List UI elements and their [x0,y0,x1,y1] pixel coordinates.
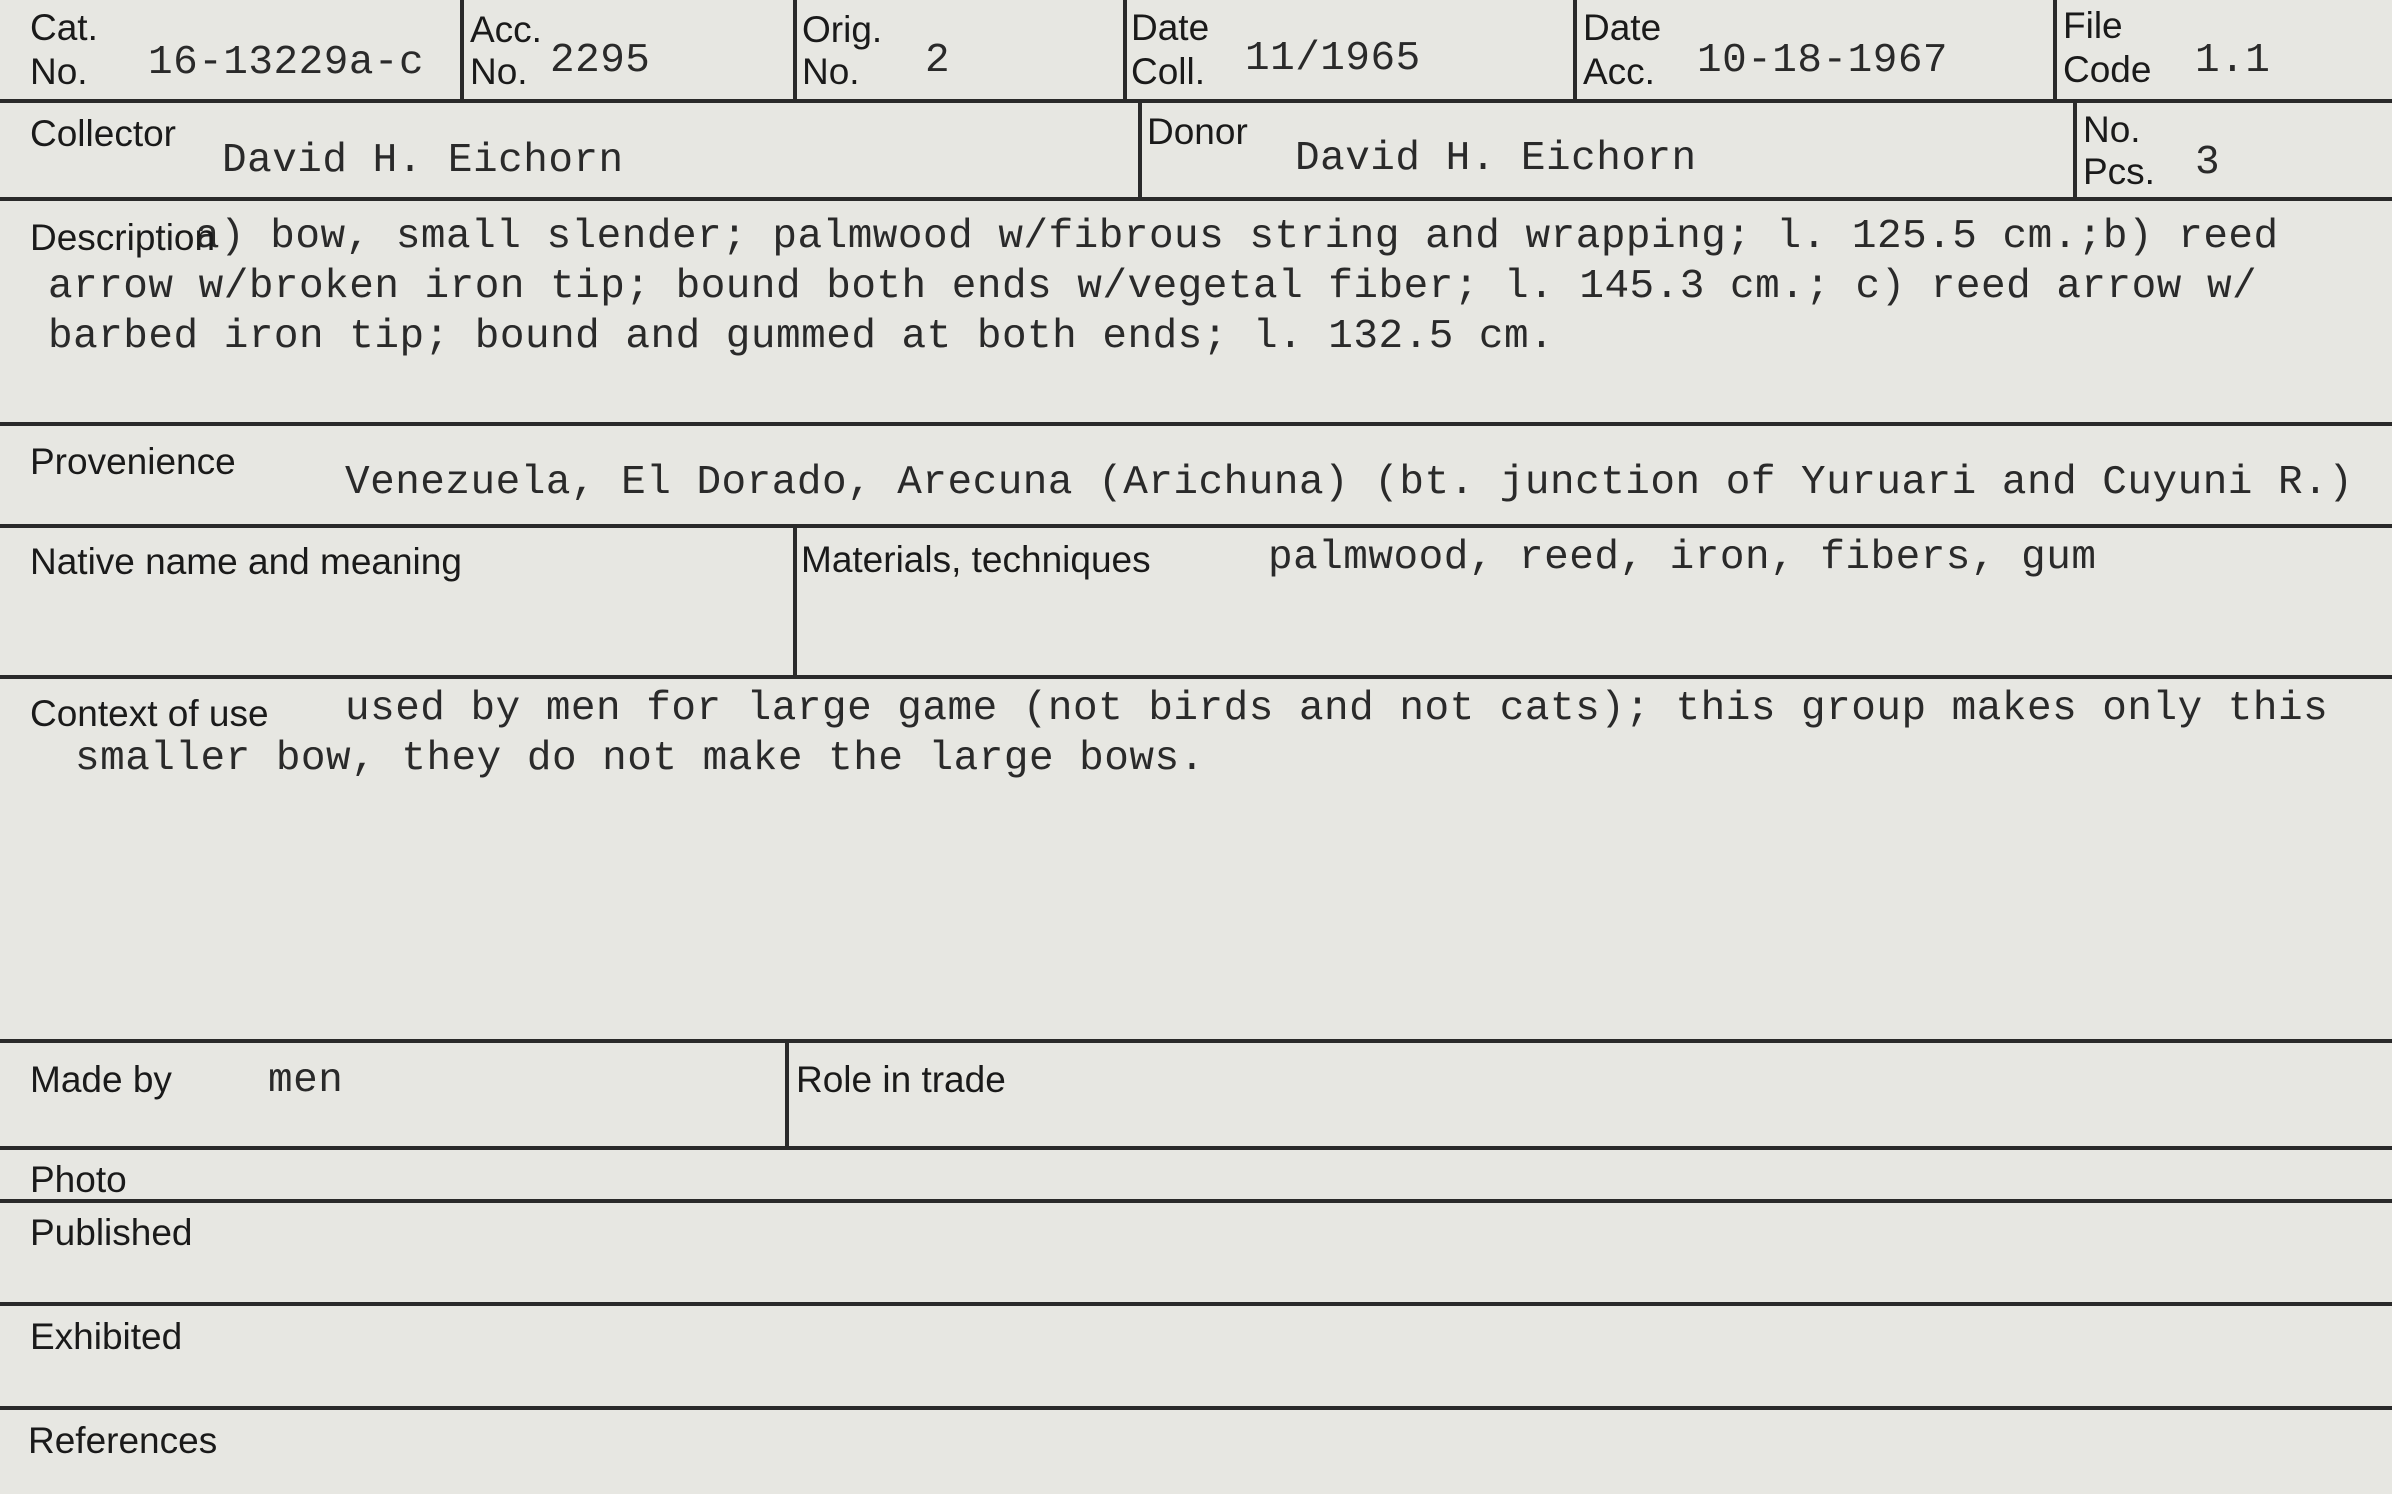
description-line-3: barbed iron tip; bound and gummed at both ends; l. 132.5 cm. [48,314,1555,360]
donor-label: Donor [1147,111,1248,152]
cat-no-label-1: Cat. [30,7,98,48]
provenience-value: Venezuela, El Dorado, Arecuna (Arichuna) (bt. junction of Yuruari and Cuyuni R.) [345,460,2354,506]
materials-value: palmwood, reed, iron, fibers, gum [1268,535,2097,581]
rule-collector-bottom [0,197,2392,201]
context-line-2: smaller bow, they do not make the large bows. [75,736,1205,782]
description-line-1: a) bow, small slender; palmwood w/fibrous string and wrapping; l. 125.5 cm.;b) reed [195,214,2279,260]
divider-header-2 [793,0,797,101]
date-coll-label-1: Date [1131,7,1210,48]
rule-exhibited-bottom [0,1406,2392,1410]
cat-no-label-2: No. [30,51,88,92]
context-line-1: used by men for large game (not birds and not cats); this group makes only this [345,686,2329,732]
description-line-2: arrow w/broken iron tip; bound both ends w/vegetal fiber; l. 145.3 cm.; c) reed arrow w/ [48,264,2258,310]
acc-no-label-2: No. [470,51,528,92]
published-label: Published [30,1212,193,1253]
photo-label: Photo [30,1159,127,1200]
made-by-label: Made by [30,1059,172,1100]
donor-value: David H. Eichorn [1295,136,1697,182]
role-in-trade-label: Role in trade [796,1059,1006,1100]
context-label: Context of use [30,693,269,734]
rule-header-bottom [0,99,2392,103]
orig-no-label-2: No. [802,51,860,92]
divider-header-3 [1123,0,1127,101]
divider-donor-pieces [2073,99,2077,199]
divider-header-5 [2053,0,2057,101]
divider-collector-donor [1138,99,1142,199]
references-label: References [28,1420,218,1461]
rule-provenience-bottom [0,524,2392,528]
rule-native-bottom [0,675,2392,679]
date-acc-label-1: Date [1583,7,1662,48]
date-acc-value: 10-18-1967 [1697,38,1949,84]
rule-description-bottom [0,422,2392,426]
cat-no-value: 16-13229a-c [148,40,425,86]
orig-no-value: 2 [925,38,951,84]
orig-no-label-1: Orig. [802,9,883,50]
date-coll-value: 11/1965 [1245,36,1421,82]
file-code-value: 1.1 [2195,38,2271,84]
acc-no-value: 2295 [550,38,651,84]
rule-photo-bottom [0,1199,2392,1203]
file-code-label-1: File [2063,5,2123,46]
description-label: Description [30,217,216,258]
collector-value: David H. Eichorn [222,138,624,184]
rule-madeby-bottom [0,1146,2392,1150]
divider-header-4 [1573,0,1577,101]
file-code-label-2: Code [2063,49,2152,90]
pieces-label-1: No. [2083,109,2141,150]
divider-header-1 [460,0,464,101]
collector-label: Collector [30,113,176,154]
date-acc-label-2: Acc. [1583,51,1655,92]
divider-native-materials [793,524,797,677]
provenience-label: Provenience [30,441,236,482]
date-coll-label-2: Coll. [1131,51,1206,92]
rule-context-bottom [0,1039,2392,1043]
acc-no-label-1: Acc. [470,9,542,50]
native-name-label: Native name and meaning [30,541,462,582]
exhibited-label: Exhibited [30,1316,183,1357]
pieces-label-2: Pcs. [2083,151,2155,192]
materials-label: Materials, techniques [801,539,1151,580]
divider-madeby-trade [785,1039,789,1148]
rule-published-bottom [0,1302,2392,1306]
pieces-value: 3 [2195,140,2221,186]
made-by-value: men [268,1058,344,1104]
